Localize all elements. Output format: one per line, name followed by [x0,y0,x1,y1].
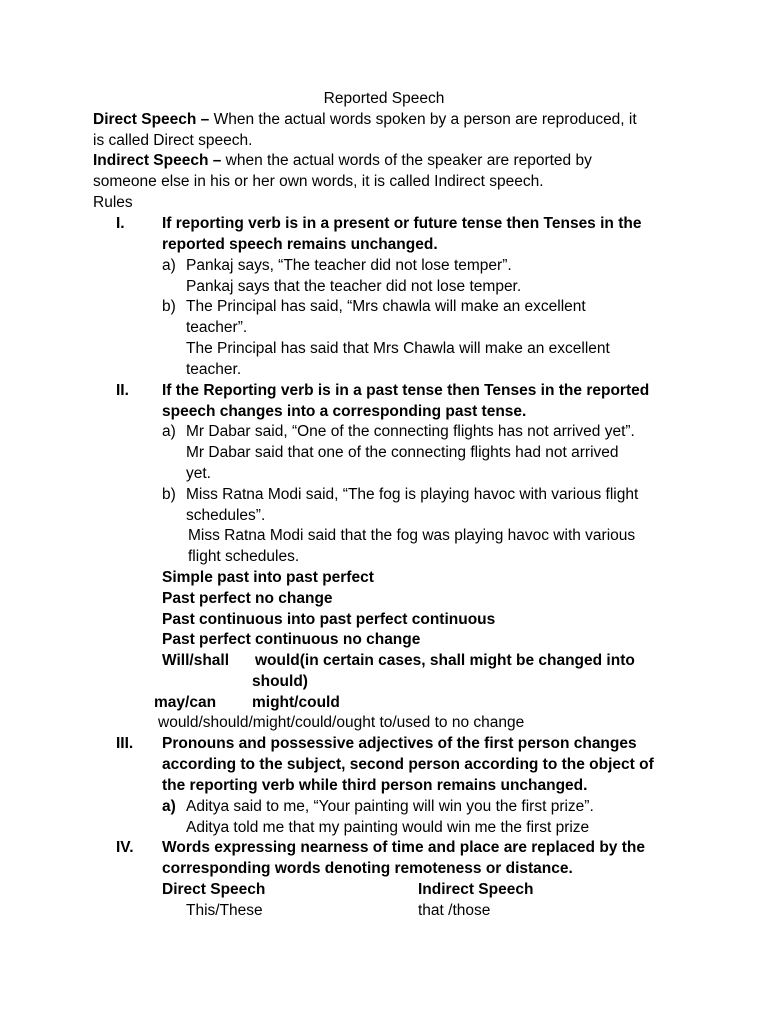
direct-speech-text: When the actual words spoken by a person are reproduced, it [209,111,637,128]
tense-change: Past continuous into past perfect continuous [162,611,496,628]
example-marker: a) [162,423,176,440]
example-marker: b) [162,486,176,503]
example-indirect: Pankaj says that the teacher did not lose temper. [186,278,522,295]
modal-to: might/could [252,694,340,711]
rule-heading: If reporting verb is in a present or future tense then Tenses in the [162,215,642,232]
example-indirect: Mr Dabar said that one of the connecting flights had not arrived [186,444,619,461]
rule-heading: Pronouns and possessive adjectives of the first person changes [162,735,637,752]
rule-numeral: III. [116,735,134,752]
modal-from: may/can [154,694,217,711]
rule-heading-cont: reported speech remains unchanged. [162,236,438,253]
example-indirect: Aditya told me that my painting would win me the first prize [186,819,590,836]
example-indirect-cont: teacher. [186,361,242,378]
example-direct-cont: schedules”. [186,507,266,524]
rule-heading: Words expressing nearness of time and place are replaced by the [162,839,645,856]
direct-speech-text-cont: is called Direct speech. [93,132,253,149]
indirect-speech-term: Indirect Speech – [93,152,222,169]
example-direct: Miss Ratna Modi said, “The fog is playing havoc with various flight [186,486,639,503]
example-indirect: Miss Ratna Modi said that the fog was playing havoc with various [188,527,636,544]
page-title: Reported Speech [323,90,445,107]
word-indirect: that /those [418,902,491,919]
modals-no-change: would/should/might/could/ought to/used to no change [158,714,525,731]
example-direct: Pankaj says, “The teacher did not lose temper”. [186,257,512,274]
example-direct-cont: teacher”. [186,319,248,336]
rule-heading-cont: according to the subject, second person according to the object of [162,756,654,773]
example-indirect-cont: yet. [186,465,211,482]
column-header-indirect: Indirect Speech [418,881,534,898]
example-direct: Mr Dabar said, “One of the connecting flights has not arrived yet”. [186,423,635,440]
example-direct: The Principal has said, “Mrs chawla will make an excellent [186,298,586,315]
rule-numeral: II. [116,382,129,399]
direct-speech-definition [93,109,637,130]
modal-to-cont: should) [252,673,308,690]
indirect-speech-text: when the actual words of the speaker are reported by [221,152,592,169]
column-header-direct: Direct Speech [162,881,266,898]
tense-change: Past perfect continuous no change [162,631,421,648]
rule-heading-cont: speech changes into a corresponding past tense. [162,403,527,420]
rule-numeral: IV. [116,839,134,856]
tense-change: Past perfect no change [162,590,333,607]
indirect-speech-definition [93,150,592,171]
example-marker: b) [162,298,176,315]
example-marker: a) [162,798,176,815]
indirect-speech-text-cont: someone else in his or her own words, it is called Indirect speech. [93,173,544,190]
rule-heading-cont: corresponding words denoting remoteness or distance. [162,860,573,877]
modal-to: would(in certain cases, shall might be changed into [255,652,635,669]
modal-from: Will/shall [162,652,230,669]
rule-heading-cont: the reporting verb while third person remains unchanged. [162,777,588,794]
tense-change: Simple past into past perfect [162,569,374,586]
rule-heading: If the Reporting verb is in a past tense then Tenses in the reported [162,382,650,399]
rules-label: Rules [93,194,133,211]
word-direct: This/These [186,902,263,919]
example-indirect-cont: flight schedules. [188,548,300,565]
direct-speech-term: Direct Speech – [93,111,210,128]
example-marker: a) [162,257,176,274]
rule-numeral: I. [116,215,125,232]
example-indirect: The Principal has said that Mrs Chawla will make an excellent [186,340,610,357]
example-direct: Aditya said to me, “Your painting will win you the first prize”. [186,798,594,815]
